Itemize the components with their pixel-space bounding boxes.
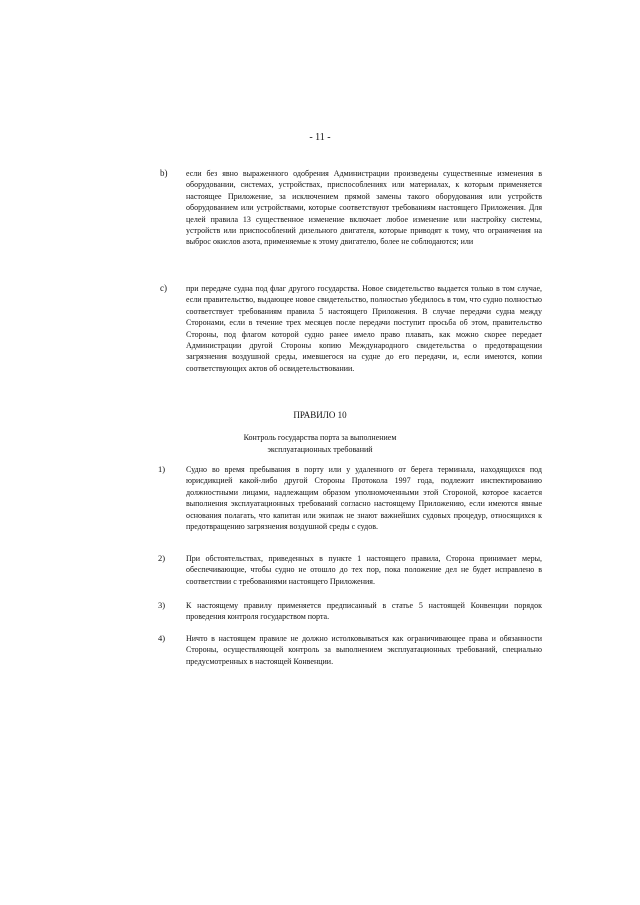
item-text: при передаче судна под флаг другого государства. Новое свидетельство выдается только в том случае, если правительство, выдающее новое свидетельство, полностью убедилось в том, что судно полностью соответствует требованиям правила 5 настоящего Приложения. В случае передачи судна между Сторонами, если в течение трех месяцев после передачи поступит просьба об этом, правительство Стороны, под флагом которой судно ранее имело право плавать, как можно скорее передает Администрации другой Стороны копию Международного свидетельства о предотвращении загрязнения воздушной среды, имевшегося на судне до его передачи, и, если имеются, копии соответствующих актов об освидетельствовании.	[186, 284, 542, 373]
paragraph-number-2: 2)	[158, 553, 166, 563]
rule-subtitle-line1: Контроль государства порта за выполнением	[243, 433, 397, 442]
paragraph-1: Судно во время пребывания в порту или у удаленного от берега терминала, находящихся под юрисдикцией какой-либо другой Стороны Протокола 1997 года, подлежит инспектированию должностными лицами, надлежащим образом уполномоченными этой Стороной, которое касается выполнения эксплуатационных требований согласно настоящему Приложению, если имеются явные основания полагать, что капитан или экипаж не знают важнейших судовых процедур, относящихся к предотвращению загрязнения воздушной среды с судов.	[186, 465, 542, 532]
rule-subtitle-line2: эксплуатационных требований	[267, 445, 373, 454]
item-label: b)	[160, 168, 168, 178]
item-text: если без явно выраженного одобрения Администрации произведены существенные изменения в оборудовании, системах, устройствах, приспособлениях или материалах, к которым применяется настоящее Приложение, за исключением прямой замены такого оборудования или устройств оборудованием или устройствами, которые соответствуют требованиям настоящего Приложения. Для целей правила 13 существенное изменение включает любое изменение или настройку системы, устройств или приспособлений дизельного двигателя, которые приводят к тому, что ограничения на выброс окислов азота, применяемые к этому двигателю, более не соблюдаются; или	[186, 169, 542, 247]
list-item-b	[160, 168, 542, 248]
paragraph-number-4: 4)	[158, 633, 166, 643]
paragraph-3: К настоящему правилу применяется предписанный в статье 5 настоящей Конвенции порядок проведения контроля государством порта.	[186, 601, 542, 622]
item-label: c)	[160, 283, 167, 293]
list-item-c	[160, 283, 542, 374]
paragraph-2: При обстоятельствах, приведенных в пункте 1 настоящего правила, Сторона принимает меры, обеспечивающие, чтобы судно не отошло до тех пор, пока положение дел не будет исправлено в соответствии с требованиями настоящего Приложения.	[186, 554, 542, 586]
paragraph-number-1: 1)	[158, 464, 166, 474]
rule-title: ПРАВИЛО 10	[293, 410, 347, 420]
page-number: - 11 -	[309, 132, 331, 143]
paragraph-4: Ничто в настоящем правиле не должно истолковываться как ограничивающее права и обязанности Стороны, осуществляющей контроль за выполнением эксплуатационных требований, специально предусмотренных в настоящей Конвенции.	[186, 634, 542, 666]
paragraph-number-3: 3)	[158, 600, 166, 610]
